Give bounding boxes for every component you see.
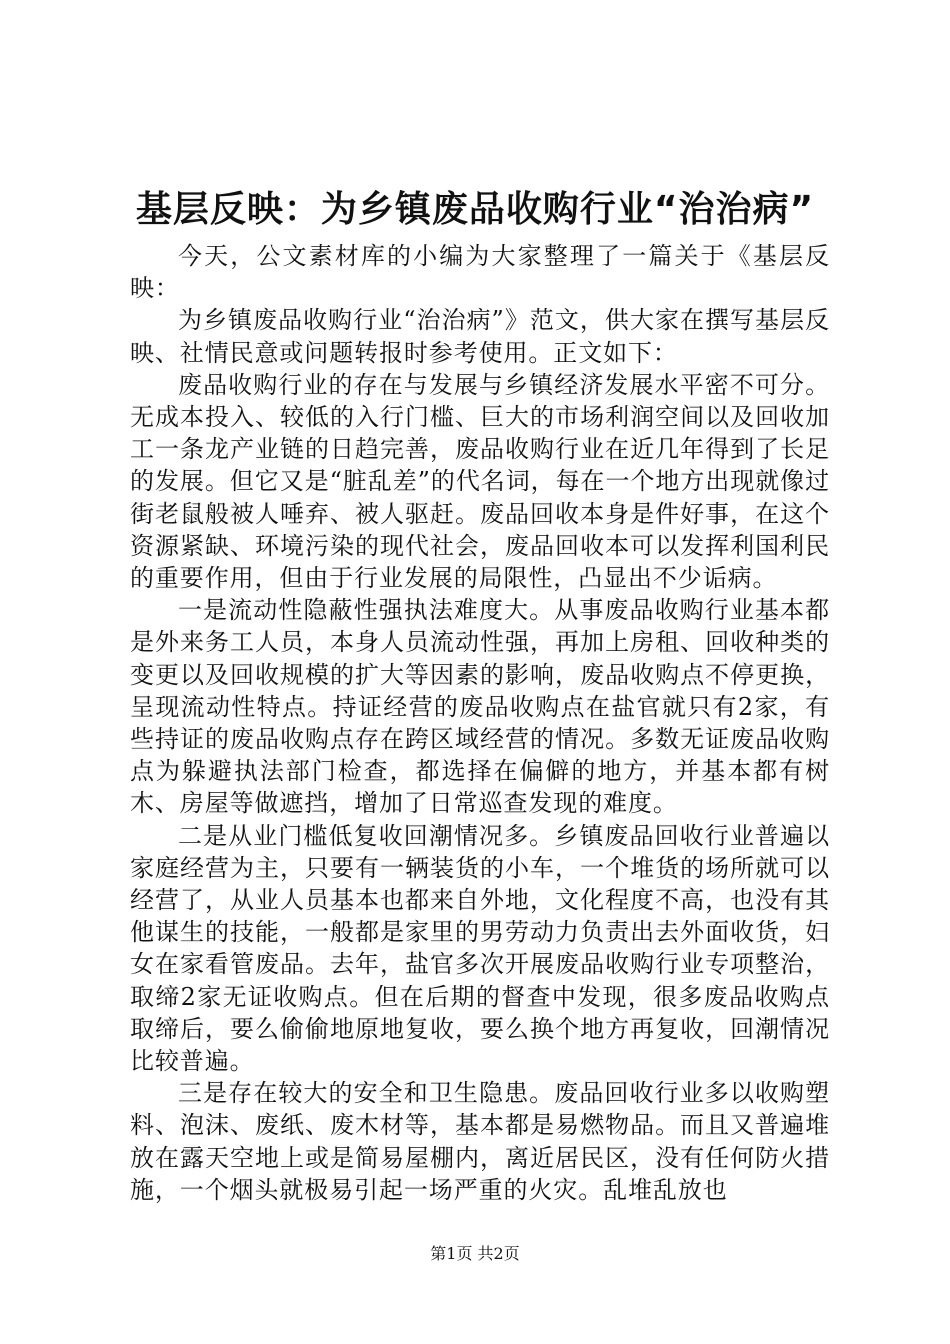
paragraph-intro-1: 今天，公文素材库的小编为大家整理了一篇关于《基层反映：: [130, 242, 830, 303]
page-number-footer: 第1页 共2页: [430, 1244, 520, 1263]
paragraph-point-two: 二是从业门槛低复收回潮情况多。乡镇废品回收行业普遍以家庭经营为主，只要有一辆装货的小车，一个堆货的场所就可以经营了，从业人员基本也都来自外地，文化程度不高，也没有其他谋生的技能，一般都是家里的男劳动力负责出去外面收货，妇女在家看管废品。去年，盐官多次开展废品收购行业专项整治，取缔2家无证收购点。但在后期的督查中发现，很多废品收购点取缔后，要么偷偷地原地复收，要么换个地方再复收，回潮情况比较普遍。: [130, 821, 830, 1076]
paragraph-point-three: 三是存在较大的安全和卫生隐患。废品回收行业多以收购塑料、泡沫、废纸、废木材等，基本都是易燃物品。而且又普遍堆放在露天空地上或是简易屋棚内，离近居民区，没有任何防火措施，一个烟头就极易引起一场严重的火灾。乱堆乱放也: [130, 1079, 830, 1204]
paragraph-point-one: 一是流动性隐蔽性强执法难度大。从事废品收购行业基本都是外来务工人员，本身人员流动性强，再加上房租、回收种类的变更以及回收规模的扩大等因素的影响，废品收购点不停更换，呈现流动性特点。持证经营的废品收购点在盐官就只有2家，有些持证的废品收购点存在跨区域经营的情况。多数无证废品收购点为躲避执法部门检查，都选择在偏僻的地方，并基本都有树木、房屋等做遮挡，增加了日常巡查发现的难度。: [130, 596, 830, 818]
paragraph-overview: 废品收购行业的存在与发展与乡镇经济发展水平密不可分。无成本投入、较低的入行门槛、巨大的市场利润空间以及回收加工一条龙产业链的日趋完善，废品收购行业在近几年得到了长足的发展。但它又是“脏乱差”的代名词，每在一个地方出现就像过街老鼠般被人唾弃、被人驱赶。废品回收本身是件好事，在这个资源紧缺、环境污染的现代社会，废品回收本可以发挥利国利民的重要作用，但由于行业发展的局限性，凸显出不少诟病。: [130, 370, 830, 593]
document-body: [130, 240, 830, 1206]
document-title: 基层反映：为乡镇废品收购行业“治治病”: [135, 189, 815, 230]
paragraph-intro-2: 为乡镇废品收购行业“治治病”》范文，供大家在撰写基层反映、社情民意或问题转报时参考使用。正文如下：: [130, 306, 830, 367]
